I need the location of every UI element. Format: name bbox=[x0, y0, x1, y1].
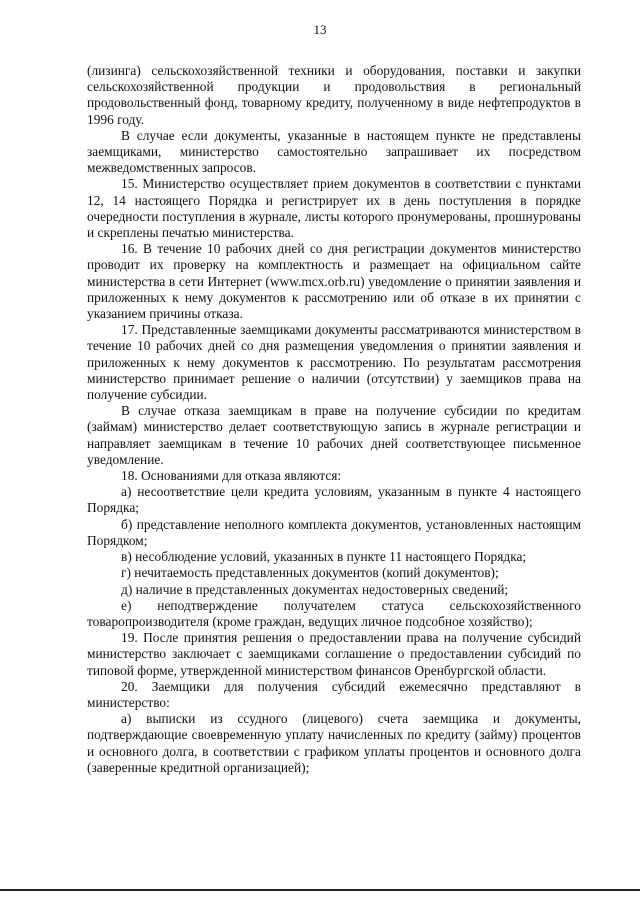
page-bottom-rule bbox=[0, 889, 640, 891]
paragraph: 15. Министерство осуществляет прием документов в соответствии с пунктами 12, 14 настоящего Порядка и регистрирует их в день поступления в порядке очередности поступления в журнале, листы которого пронумерованы, прошнурованы и скреплены печатью министерства. bbox=[87, 176, 581, 241]
paragraph: 20. Заемщики для получения субсидий ежемесячно представляют в министерство: bbox=[87, 678, 581, 710]
list-item: б) представление неполного комплекта документов, установленных настоящим Порядком; bbox=[87, 516, 581, 548]
list-item: д) наличие в представленных документах недостоверных сведений; bbox=[121, 581, 509, 597]
paragraph: В случае отказа заемщикам в праве на получение субсидии по кредитам (займам) министерство делает соответствующую запись в журнале регистрации и направляет заемщикам в течение 10 рабочих дней соответствующее письменное уведомление. bbox=[87, 403, 581, 467]
paragraph: 16. В течение 10 рабочих дней со дня регистрации документов министерство проводит их проверку на комплектность и размещает на официальном сайте министерства в сети Интернет (www.mcx.orb.ru) уведомление о принятии заявления и приложенных к нему документов к рассмотрению или об отказе в их принятии с указанием причины отказа. bbox=[87, 241, 581, 322]
list-item: г) нечитаемость представленных документов (копий документов); bbox=[121, 565, 499, 581]
page-number: 13 bbox=[313, 22, 327, 37]
paragraph: В случае если документы, указанные в настоящем пункте не представлены заемщиками, министерство самостоятельно запрашивает их посредством межведомственных запросов. bbox=[87, 127, 581, 176]
list-item: в) несоблюдение условий, указанных в пункте 11 настоящего Порядка; bbox=[121, 549, 527, 565]
list-item: а) несоответствие цели кредита условиям, указанным в пункте 4 настоящего Порядка; bbox=[87, 484, 581, 516]
paragraph: 17. Представленные заемщиками документы рассматриваются министерством в течение 10 рабочих дней со дня размещения уведомления о принятии заявления и приложенных к нему документов к рассмотрению. По результатам рассмотрения министерство принимает решение о наличии (отсутствии) у заемщиков права на получение субсидии. bbox=[87, 322, 581, 403]
document-body bbox=[87, 63, 581, 776]
list-item: е) неподтверждение получателем статуса сельскохозяйственного товаропроизводителя (кроме граждан, ведущих личное подсобное хозяйство); bbox=[87, 597, 581, 629]
paragraph: 19. После принятия решения о предоставлении права на получение субсидий министерство заключает с заемщиками соглашение о предоставлении субсидий по типовой форме, утвержденной министерством финансов Оренбургской области. bbox=[87, 630, 581, 678]
list-item: а) выписки из ссудного (лицевого) счета заемщика и документы, подтверждающие своевременную уплату начисленных по кредиту (займу) процентов и основного долга, в соответствии с графиком уплаты процентов и основного долга (заверенные кредитной организацией); bbox=[87, 711, 581, 775]
paragraph: (лизинга) сельскохозяйственной техники и оборудования, поставки и закупки сельскохозяйственной продукции и продовольствия в региональный продовольственный фонд, товарному кредиту, полученному в виде нефтепродуктов в 1996 году. bbox=[87, 63, 581, 127]
paragraph: 18. Основаниями для отказа являются: bbox=[121, 468, 342, 484]
